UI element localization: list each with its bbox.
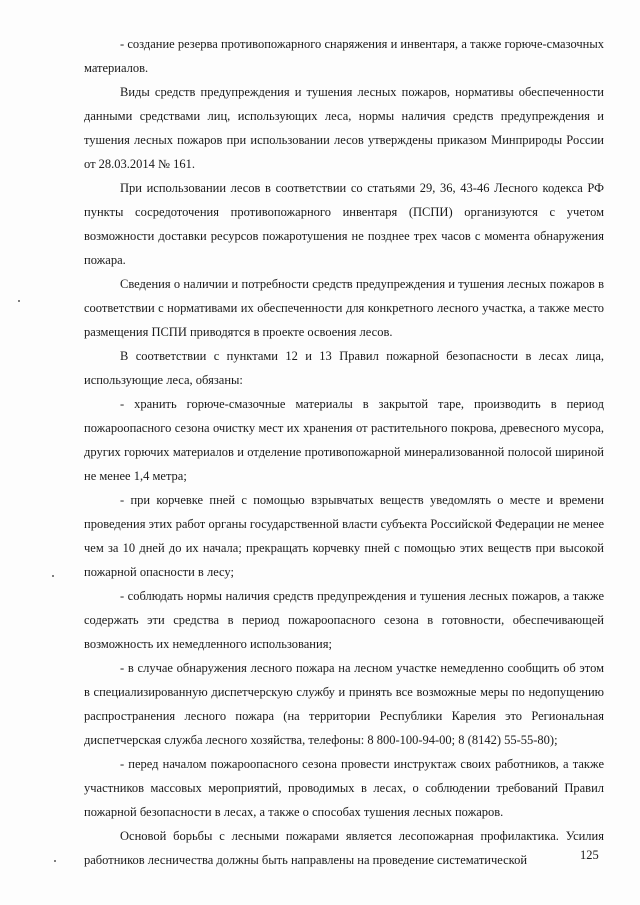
document-body xyxy=(84,32,604,872)
paragraph-1: - создание резерва противопожарного снаряжения и инвентаря, а также горюче-смазочных материалов. xyxy=(84,37,604,75)
scan-speck xyxy=(18,300,20,302)
paragraph-3: При использовании лесов в соответствии со статьями 29, 36, 43-46 Лесного кодекса РФ пункты сосредоточения противопожарного инвентаря (ПСПИ) организуются с учетом возможности доставки ресурсов пожаротушения не позднее трех часов с момента обнаружения пожара. xyxy=(84,181,604,267)
paragraph-8: - соблюдать нормы наличия средств предупреждения и тушения лесных пожаров, а также содержать эти средства в период пожароопасного сезона в готовности, обеспечивающей возможность их немедленного использования; xyxy=(84,589,604,651)
paragraph-7: - при корчевке пней с помощью взрывчатых веществ уведомлять о месте и времени проведения этих работ органы государственной власти субъекта Российской Федерации не менее чем за 10 дней до их начала; прекращать корчевку пней с помощью этих веществ при высокой пожарной опасности в лесу; xyxy=(84,493,604,579)
paragraph-10: - перед началом пожароопасного сезона провести инструктаж своих работников, а также участников массовых мероприятий, проводимых в лесах, о соблюдении требований Правил пожарной безопасности в лесах, а также о способах тушения лесных пожаров. xyxy=(84,757,604,819)
paragraph-2: Виды средств предупреждения и тушения лесных пожаров, нормативы обеспеченности данными средствами лиц, использующих леса, нормы наличия средств предупреждения и тушения лесных пожаров при использовании лесов утверждены приказом Минприроды России от 28.03.2014 № 161. xyxy=(84,85,604,171)
paragraph-4: Сведения о наличии и потребности средств предупреждения и тушения лесных пожаров в соответствии с нормативами их обеспеченности для конкретного лесного участка, а также место размещения ПСПИ приводятся в проекте освоения лесов. xyxy=(84,277,604,339)
paragraph-6: - хранить горюче-смазочные материалы в закрытой таре, производить в период пожароопасного сезона очистку мест их хранения от растительного покрова, древесного мусора, других горючих материалов и отделение противопожарной минерализованной полосой шириной не менее 1,4 метра; xyxy=(84,397,604,483)
paragraph-9: - в случае обнаружения лесного пожара на лесном участке немедленно сообщить об этом в специализированную диспетчерскую службу и принять все возможные меры по недопущению распространения лесного пожара (на территории Республики Карелия это Региональная диспетчерская служба лесного хозяйства, телефоны: 8 800-100-94-00; 8 (8142) 55-55-80); xyxy=(84,661,604,747)
page-number: 125 xyxy=(580,848,599,862)
scan-speck xyxy=(54,860,56,862)
paragraph-11: Основой борьбы с лесными пожарами является лесопожарная профилактика. Усилия работников лесничества должны быть направлены на проведение систематической xyxy=(84,829,604,867)
paragraph-5: В соответствии с пунктами 12 и 13 Правил пожарной безопасности в лесах лица, использующие леса, обязаны: xyxy=(84,349,604,387)
scan-speck xyxy=(52,575,54,577)
